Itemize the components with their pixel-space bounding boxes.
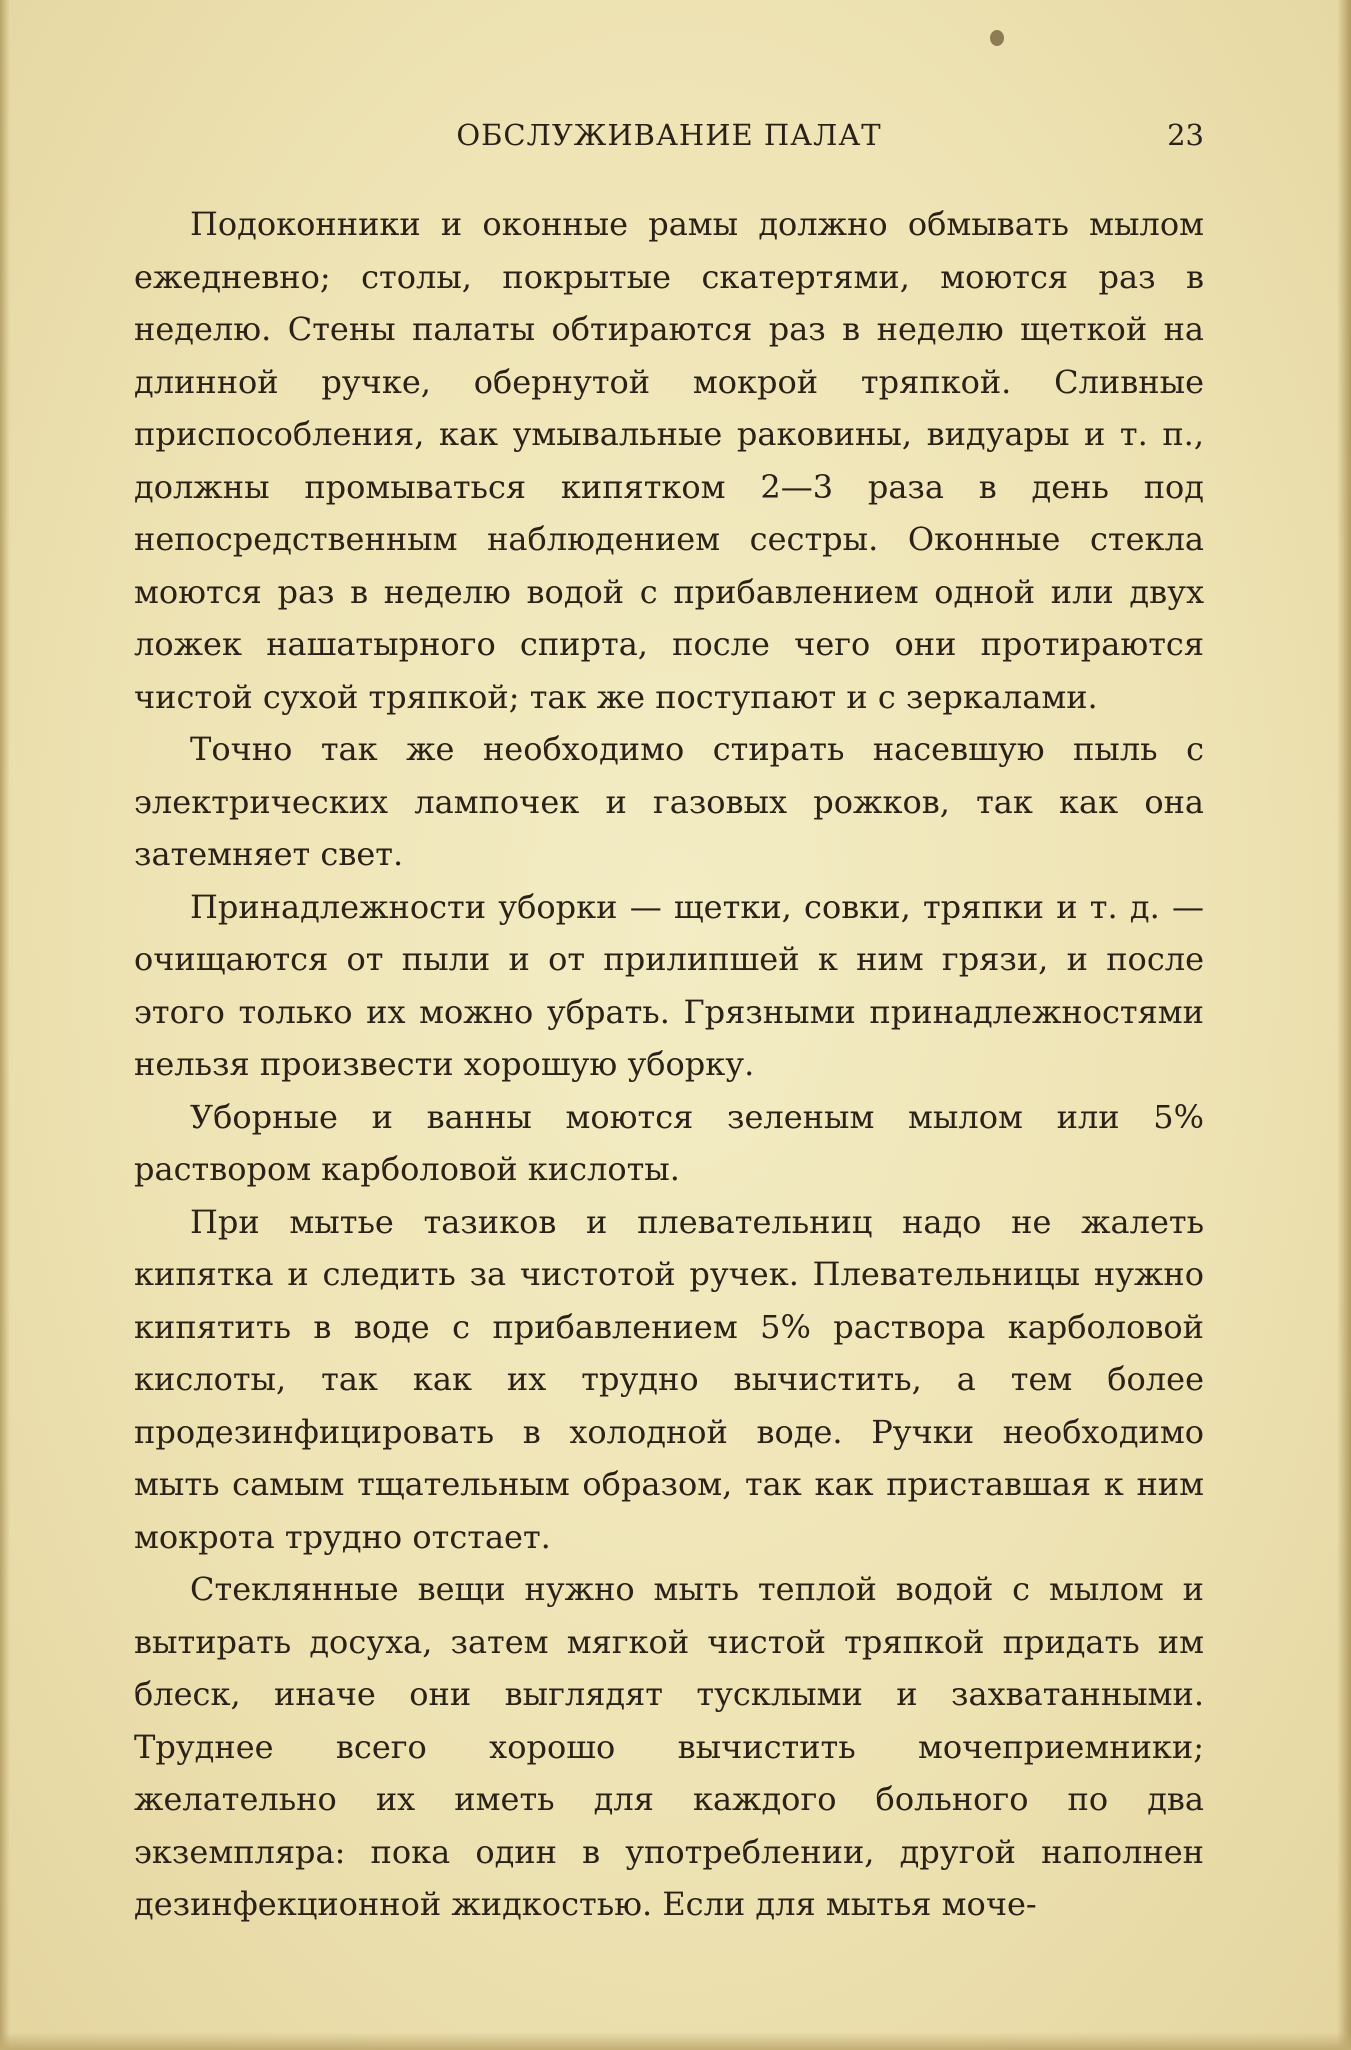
page-edge-left <box>0 0 10 2050</box>
paragraph: Уборные и ванны моются зеленым мылом или 5% раствором карболовой кислоты. <box>134 1097 1204 1188</box>
page-header <box>134 118 1204 158</box>
body-text <box>134 198 1204 1931</box>
paragraph: Точно так же необходимо стирать насевшую пыль с электрических лампочек и газовых рожков, так как она затемняет свет. <box>134 730 1204 873</box>
paragraph: При мытье тазиков и плевательниц надо не жалеть кипятка и следить за чистотой ручек. Плевательницы нужно кипятить в воде с прибавлением 5% раствора карболовой кислоты, так как их трудно вычистить, а тем более продезинфицировать в холодной воде. Ручки необходимо мыть самым тщательным образом, так как приставшая к ним мокрота трудно отстает. <box>134 1202 1204 1556</box>
ink-blot <box>990 30 1004 46</box>
paragraph: Принадлежности уборки — щетки, совки, тряпки и т. д. — очищаются от пыли и от прилипшей к ним грязи, и после этого только их можно убрать. Грязными принадлежностями нельзя произвести хорошую уборку. <box>134 887 1204 1083</box>
running-title: ОБСЛУЖИВАНИЕ ПАЛАТ <box>456 118 882 152</box>
paragraph: Подоконники и оконные рамы должно обмывать мылом ежедневно; столы, покрытые скатертями, моются раз в неделю. Стены палаты обтираются раз в неделю щеткой на длинной ручке, обернутой мокрой тряпкой. Сливные приспособления, как умывальные раковины, видуары и т. п., должны промываться кипятком 2—3 раза в день под непосредственным наблюдением сестры. Оконные стекла моются раз в неделю водой с прибавлением одной или двух ложек нашатырного спирта, после чего они протираются чистой сухой тряпкой; так же поступают и с зеркалами. <box>134 205 1204 716</box>
paragraph: Стеклянные вещи нужно мыть теплой водой с мылом и вытирать досуха, затем мягкой чистой тряпкой придать им блеск, иначе они выглядят тусклыми и захватанными. Труднее всего хорошо вычистить мочеприемники; желательно их иметь для каждого больного по два экземпляра: пока один в употреблении, другой наполнен дезинфекционной жидкостью. Если для мытья моче- <box>134 1570 1204 1923</box>
page-edge-right <box>1337 0 1351 2050</box>
page-edge-bottom <box>0 2032 1351 2050</box>
page-number: 23 <box>1167 118 1204 152</box>
